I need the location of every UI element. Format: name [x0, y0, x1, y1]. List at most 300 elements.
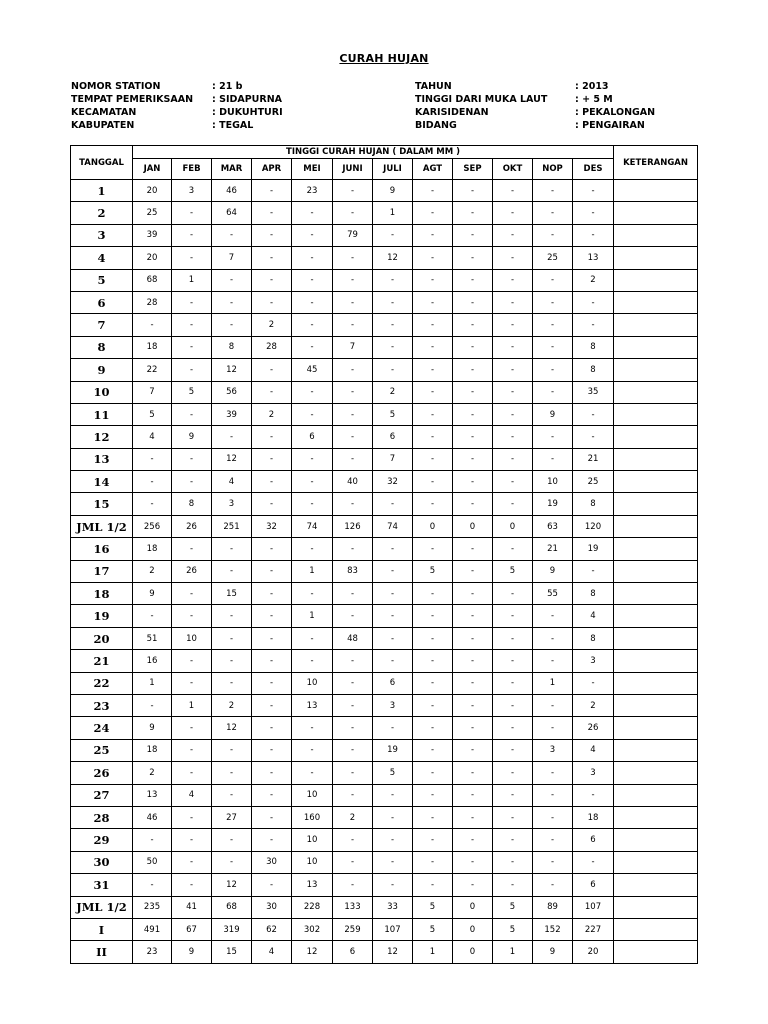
day-cell: 15: [71, 493, 133, 515]
value-cell: -: [413, 224, 453, 246]
value-cell: -: [453, 583, 493, 605]
value-cell: -: [252, 180, 292, 202]
day-cell: 5: [71, 269, 133, 291]
value-cell: -: [413, 717, 453, 739]
keterangan-cell: [614, 829, 698, 851]
value-cell: -: [333, 762, 373, 784]
value-cell: -: [453, 359, 493, 381]
keterangan-cell: [614, 359, 698, 381]
value-cell: 68: [212, 896, 252, 918]
value-cell: -: [453, 694, 493, 716]
value-cell: -: [333, 359, 373, 381]
value-cell: -: [493, 829, 533, 851]
value-cell: 26: [172, 560, 212, 582]
value-cell: 4: [133, 426, 172, 448]
value-cell: 0: [413, 515, 453, 537]
value-cell: -: [573, 426, 614, 448]
value-cell: -: [413, 247, 453, 269]
table-row: [71, 314, 698, 336]
value-cell: 25: [533, 247, 573, 269]
value-cell: -: [493, 247, 533, 269]
day-cell: 21: [71, 650, 133, 672]
keterangan-cell: [614, 314, 698, 336]
value-cell: 32: [373, 471, 413, 493]
value-cell: 107: [573, 896, 614, 918]
value-cell: 2: [133, 762, 172, 784]
meta-value: : 2013: [575, 81, 609, 92]
value-cell: -: [333, 403, 373, 425]
day-cell: 26: [71, 762, 133, 784]
meta-value: : + 5 M: [575, 94, 613, 105]
value-cell: 1: [292, 605, 333, 627]
value-cell: -: [252, 247, 292, 269]
value-cell: -: [413, 403, 453, 425]
value-cell: 227: [573, 918, 614, 940]
keterangan-cell: [614, 269, 698, 291]
keterangan-cell: [614, 784, 698, 806]
value-cell: 18: [573, 806, 614, 828]
value-cell: 3: [172, 180, 212, 202]
meta-row: [415, 106, 655, 119]
value-cell: -: [453, 291, 493, 313]
value-cell: -: [212, 739, 252, 761]
value-cell: 6: [573, 874, 614, 896]
value-cell: 6: [573, 829, 614, 851]
page-title: CURAH HUJAN: [339, 52, 429, 65]
table-row: [71, 471, 698, 493]
month-header: APR: [252, 159, 292, 180]
meta-row: [415, 93, 655, 106]
value-cell: 0: [453, 515, 493, 537]
value-cell: -: [453, 403, 493, 425]
value-cell: -: [373, 269, 413, 291]
value-cell: 1: [172, 694, 212, 716]
value-cell: -: [252, 359, 292, 381]
table-row: [71, 650, 698, 672]
keterangan-cell: [614, 762, 698, 784]
value-cell: -: [453, 336, 493, 358]
value-cell: 55: [533, 583, 573, 605]
value-cell: -: [413, 448, 453, 470]
value-cell: 2: [212, 694, 252, 716]
value-cell: -: [413, 650, 453, 672]
value-cell: -: [453, 605, 493, 627]
value-cell: -: [413, 336, 453, 358]
value-cell: -: [212, 538, 252, 560]
value-cell: 21: [533, 538, 573, 560]
value-cell: -: [292, 762, 333, 784]
value-cell: 6: [373, 672, 413, 694]
value-cell: 35: [573, 381, 614, 403]
value-cell: 228: [292, 896, 333, 918]
value-cell: 2: [373, 381, 413, 403]
value-cell: 20: [133, 180, 172, 202]
value-cell: 30: [252, 851, 292, 873]
value-cell: -: [172, 291, 212, 313]
value-cell: -: [333, 180, 373, 202]
day-cell: 8: [71, 336, 133, 358]
value-cell: -: [373, 605, 413, 627]
value-cell: 5: [133, 403, 172, 425]
value-cell: -: [533, 202, 573, 224]
value-cell: -: [373, 291, 413, 313]
keterangan-cell: [614, 583, 698, 605]
keterangan-cell: [614, 851, 698, 873]
value-cell: -: [373, 806, 413, 828]
day-cell: 1: [71, 180, 133, 202]
value-cell: -: [292, 336, 333, 358]
keterangan-cell: [614, 426, 698, 448]
keterangan-cell: [614, 247, 698, 269]
value-cell: -: [212, 426, 252, 448]
value-cell: -: [172, 202, 212, 224]
value-cell: -: [573, 851, 614, 873]
value-cell: -: [453, 627, 493, 649]
value-cell: -: [333, 314, 373, 336]
value-cell: 4: [573, 605, 614, 627]
value-cell: 22: [133, 359, 172, 381]
table-row: [71, 515, 698, 537]
value-cell: 13: [292, 874, 333, 896]
keterangan-cell: [614, 224, 698, 246]
meta-label: TEMPAT PEMERIKSAAN: [71, 94, 194, 105]
table-row: [71, 247, 698, 269]
value-cell: 2: [333, 806, 373, 828]
value-cell: 27: [212, 806, 252, 828]
value-cell: 39: [212, 403, 252, 425]
value-cell: 5: [493, 560, 533, 582]
value-cell: -: [172, 851, 212, 873]
value-cell: -: [172, 403, 212, 425]
value-cell: -: [252, 583, 292, 605]
value-cell: 4: [252, 941, 292, 963]
value-cell: -: [373, 336, 413, 358]
value-cell: -: [252, 426, 292, 448]
value-cell: -: [533, 269, 573, 291]
day-cell: 12: [71, 426, 133, 448]
month-header: MEI: [292, 159, 333, 180]
keterangan-cell: [614, 605, 698, 627]
value-cell: -: [292, 314, 333, 336]
keterangan-cell: [614, 202, 698, 224]
value-cell: -: [413, 806, 453, 828]
day-cell: 2: [71, 202, 133, 224]
value-cell: -: [172, 739, 212, 761]
value-cell: -: [533, 874, 573, 896]
value-cell: -: [373, 583, 413, 605]
value-cell: 15: [212, 941, 252, 963]
table-row: [71, 202, 698, 224]
value-cell: -: [373, 538, 413, 560]
value-cell: -: [252, 627, 292, 649]
value-cell: -: [292, 269, 333, 291]
table-row: [71, 605, 698, 627]
value-cell: 56: [212, 381, 252, 403]
value-cell: -: [413, 784, 453, 806]
value-cell: -: [533, 291, 573, 313]
value-cell: -: [252, 694, 292, 716]
table-row: [71, 672, 698, 694]
value-cell: -: [292, 291, 333, 313]
value-cell: 13: [133, 784, 172, 806]
value-cell: -: [252, 471, 292, 493]
value-cell: -: [493, 694, 533, 716]
value-cell: -: [453, 247, 493, 269]
value-cell: -: [413, 269, 453, 291]
value-cell: -: [252, 269, 292, 291]
value-cell: -: [533, 180, 573, 202]
value-cell: -: [493, 381, 533, 403]
value-cell: -: [573, 291, 614, 313]
value-cell: -: [292, 739, 333, 761]
value-cell: -: [533, 762, 573, 784]
keterangan-cell: [614, 493, 698, 515]
value-cell: -: [453, 493, 493, 515]
value-cell: -: [212, 851, 252, 873]
value-cell: -: [533, 224, 573, 246]
value-cell: 0: [453, 896, 493, 918]
table-row: [71, 717, 698, 739]
value-cell: 21: [573, 448, 614, 470]
value-cell: 8: [212, 336, 252, 358]
day-cell: 14: [71, 471, 133, 493]
meta-row: [415, 119, 655, 132]
value-cell: 251: [212, 515, 252, 537]
value-cell: -: [453, 851, 493, 873]
value-cell: -: [573, 672, 614, 694]
value-cell: -: [493, 403, 533, 425]
value-cell: -: [252, 874, 292, 896]
day-cell: 16: [71, 538, 133, 560]
value-cell: -: [413, 874, 453, 896]
value-cell: 1: [413, 941, 453, 963]
day-cell: 7: [71, 314, 133, 336]
value-cell: -: [333, 672, 373, 694]
value-cell: -: [533, 627, 573, 649]
meta-value: : 21 b: [212, 81, 243, 92]
day-cell: 18: [71, 583, 133, 605]
value-cell: -: [212, 269, 252, 291]
value-cell: -: [493, 448, 533, 470]
value-cell: 1: [493, 941, 533, 963]
meta-left: [71, 80, 283, 132]
keterangan-cell: [614, 874, 698, 896]
value-cell: -: [493, 762, 533, 784]
value-cell: -: [333, 650, 373, 672]
keterangan-cell: [614, 806, 698, 828]
value-cell: 23: [133, 941, 172, 963]
value-cell: 3: [573, 650, 614, 672]
value-cell: -: [252, 493, 292, 515]
value-cell: 5: [493, 918, 533, 940]
value-cell: -: [252, 784, 292, 806]
value-cell: 67: [172, 918, 212, 940]
value-cell: 2: [252, 403, 292, 425]
meta-label: BIDANG: [415, 120, 457, 131]
value-cell: -: [413, 583, 453, 605]
day-cell: 6: [71, 291, 133, 313]
value-cell: -: [453, 650, 493, 672]
value-cell: -: [373, 627, 413, 649]
value-cell: -: [453, 314, 493, 336]
value-cell: -: [333, 381, 373, 403]
value-cell: 120: [573, 515, 614, 537]
value-cell: 48: [333, 627, 373, 649]
value-cell: -: [533, 851, 573, 873]
keterangan-cell: [614, 471, 698, 493]
value-cell: -: [413, 493, 453, 515]
value-cell: -: [413, 762, 453, 784]
value-cell: -: [453, 448, 493, 470]
value-cell: -: [252, 650, 292, 672]
value-cell: 9: [373, 180, 413, 202]
keterangan-cell: [614, 180, 698, 202]
value-cell: -: [453, 426, 493, 448]
value-cell: 8: [172, 493, 212, 515]
value-cell: 7: [212, 247, 252, 269]
table-row: [71, 291, 698, 313]
value-cell: -: [252, 560, 292, 582]
value-cell: -: [333, 784, 373, 806]
day-cell: 17: [71, 560, 133, 582]
value-cell: -: [573, 224, 614, 246]
value-cell: -: [533, 784, 573, 806]
value-cell: 51: [133, 627, 172, 649]
value-cell: -: [453, 672, 493, 694]
value-cell: -: [292, 381, 333, 403]
keterangan-cell: [614, 717, 698, 739]
value-cell: -: [493, 806, 533, 828]
value-cell: 8: [573, 493, 614, 515]
value-cell: -: [252, 829, 292, 851]
col-group-rainfall: TINGGI CURAH HUJAN ( DALAM MM ): [133, 146, 614, 159]
value-cell: -: [292, 471, 333, 493]
value-cell: 6: [333, 941, 373, 963]
col-tanggal: TANGGAL: [71, 146, 133, 180]
day-cell: II: [71, 941, 133, 963]
value-cell: -: [292, 224, 333, 246]
meta-label: NOMOR STATION: [71, 81, 161, 92]
value-cell: -: [453, 717, 493, 739]
table-row: [71, 806, 698, 828]
value-cell: -: [493, 224, 533, 246]
value-cell: 79: [333, 224, 373, 246]
value-cell: 30: [252, 896, 292, 918]
value-cell: 0: [453, 941, 493, 963]
meta-value: : PENGAIRAN: [575, 120, 645, 131]
value-cell: -: [333, 739, 373, 761]
value-cell: 8: [573, 583, 614, 605]
value-cell: -: [493, 583, 533, 605]
value-cell: -: [413, 672, 453, 694]
meta-value: : PEKALONGAN: [575, 107, 656, 118]
value-cell: 39: [133, 224, 172, 246]
day-cell: 22: [71, 672, 133, 694]
value-cell: -: [413, 359, 453, 381]
value-cell: -: [413, 627, 453, 649]
value-cell: 5: [373, 403, 413, 425]
table-row: [71, 403, 698, 425]
value-cell: -: [133, 471, 172, 493]
day-cell: 10: [71, 381, 133, 403]
day-cell: 30: [71, 851, 133, 873]
table-row: [71, 448, 698, 470]
day-cell: 27: [71, 784, 133, 806]
value-cell: -: [292, 583, 333, 605]
value-cell: 5: [413, 896, 453, 918]
value-cell: 13: [292, 694, 333, 716]
table-row: [71, 874, 698, 896]
value-cell: -: [373, 224, 413, 246]
meta-right: [415, 80, 655, 132]
value-cell: 256: [133, 515, 172, 537]
value-cell: 8: [573, 627, 614, 649]
value-cell: -: [493, 784, 533, 806]
keterangan-cell: [614, 672, 698, 694]
value-cell: 7: [333, 336, 373, 358]
value-cell: 319: [212, 918, 252, 940]
value-cell: 10: [292, 851, 333, 873]
value-cell: 74: [373, 515, 413, 537]
table-row: [71, 426, 698, 448]
month-header: JUNI: [333, 159, 373, 180]
value-cell: 7: [133, 381, 172, 403]
value-cell: 12: [373, 941, 413, 963]
value-cell: -: [333, 717, 373, 739]
value-cell: -: [413, 291, 453, 313]
value-cell: -: [172, 314, 212, 336]
value-cell: 5: [172, 381, 212, 403]
value-cell: -: [493, 314, 533, 336]
value-cell: -: [333, 694, 373, 716]
value-cell: 4: [573, 739, 614, 761]
value-cell: -: [133, 493, 172, 515]
value-cell: -: [172, 448, 212, 470]
value-cell: -: [493, 269, 533, 291]
month-header: DES: [573, 159, 614, 180]
value-cell: -: [133, 605, 172, 627]
meta-label: KARISIDENAN: [415, 107, 489, 118]
value-cell: 12: [212, 874, 252, 896]
meta-value: : SIDAPURNA: [212, 94, 283, 105]
value-cell: -: [533, 426, 573, 448]
day-cell: 29: [71, 829, 133, 851]
value-cell: 5: [373, 762, 413, 784]
value-cell: -: [493, 605, 533, 627]
value-cell: -: [333, 291, 373, 313]
value-cell: -: [493, 538, 533, 560]
value-cell: -: [493, 627, 533, 649]
value-cell: -: [573, 180, 614, 202]
value-cell: -: [333, 269, 373, 291]
value-cell: 20: [133, 247, 172, 269]
value-cell: 45: [292, 359, 333, 381]
value-cell: 40: [333, 471, 373, 493]
value-cell: -: [533, 336, 573, 358]
value-cell: -: [573, 560, 614, 582]
day-cell: 9: [71, 359, 133, 381]
value-cell: 3: [373, 694, 413, 716]
month-header: FEB: [172, 159, 212, 180]
value-cell: 1: [533, 672, 573, 694]
value-cell: 68: [133, 269, 172, 291]
value-cell: -: [333, 448, 373, 470]
value-cell: 41: [172, 896, 212, 918]
meta-row: [71, 80, 283, 93]
day-cell: 13: [71, 448, 133, 470]
value-cell: 50: [133, 851, 172, 873]
value-cell: -: [212, 605, 252, 627]
